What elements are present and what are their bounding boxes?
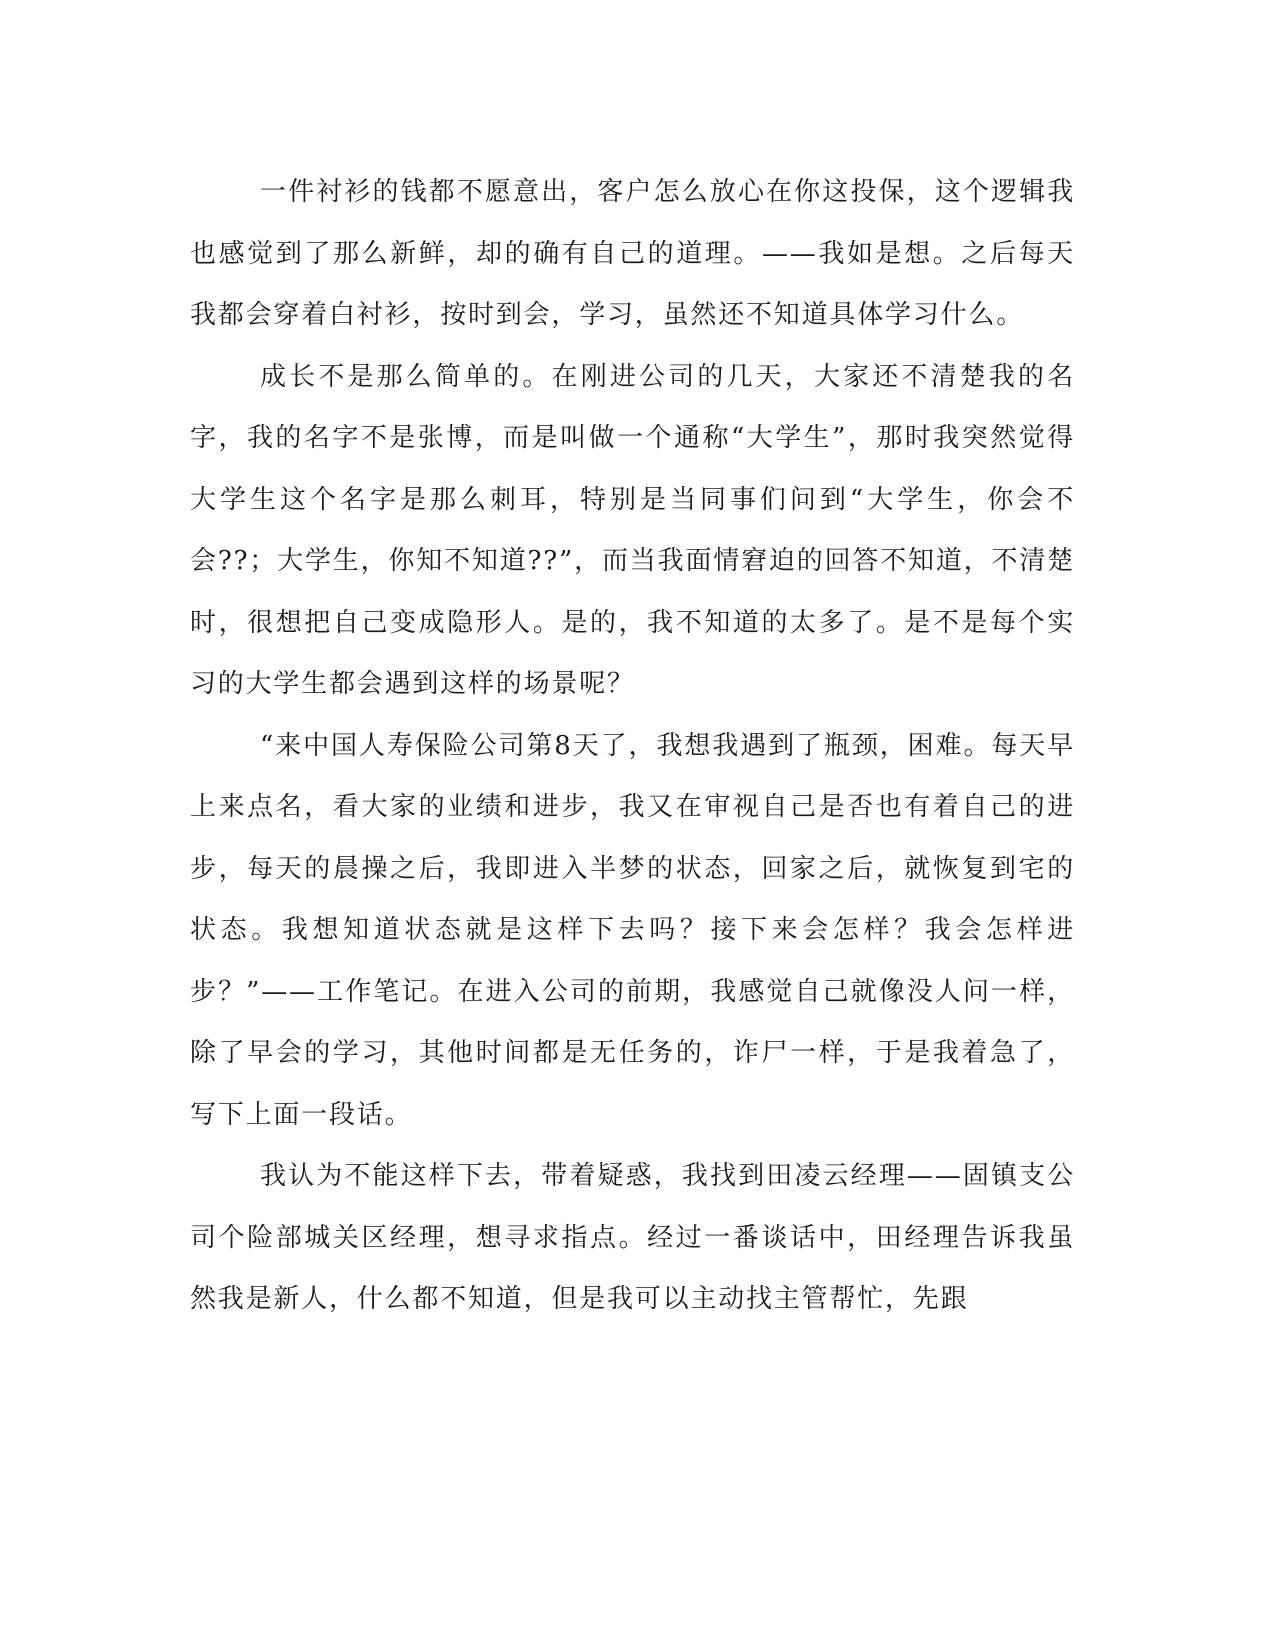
- paragraph-4: 我认为不能这样下去，带着疑惑，我找到田凌云经理——固镇支公司个险部城关区经理，想寻求指点。经过一番谈话中，田经理告诉我虽然我是新人，什么都不知道，但是我可以主动找主管帮忙，先跟: [190, 1161, 1075, 1314]
- document-body: [190, 162, 1075, 1331]
- paragraph-1: 一件衬衫的钱都不愿意出，客户怎么放心在你这投保，这个逻辑我也感觉到了那么新鲜，却的确有自己的道理。——我如是想。之后每天我都会穿着白衬衫，按时到会，学习，虽然还不知道具体学习什么。: [190, 177, 1075, 330]
- paragraph-3: “来中国人寿保险公司第8天了，我想我遇到了瓶颈，困难。每天早上来点名，看大家的业绩和进步，我又在审视自己是否也有着自己的进步，每天的晨操之后，我即进入半梦的状态，回家之后，就恢复到宅的状态。我想知道状态就是这样下去吗？接下来会怎样？我会怎样进步？”——工作笔记。在进入公司的前期，我感觉自己就像没人问一样，除了早会的学习，其他时间都是无任务的，诈尸一样，于是我着急了，写下上面一段话。: [190, 730, 1075, 1130]
- paragraph-2: 成长不是那么简单的。在刚进公司的几天，大家还不清楚我的名字，我的名字不是张博，而是叫做一个通称“大学生”，那时我突然觉得大学生这个名字是那么刺耳，特别是当同事们问到“大学生，你会不会??；大学生，你知不知道??”，而当我面情窘迫的回答不知道，不清楚时，很想把自己变成隐形人。是的，我不知道的太多了。是不是每个实习的大学生都会遇到这样的场景呢？: [190, 361, 1075, 699]
